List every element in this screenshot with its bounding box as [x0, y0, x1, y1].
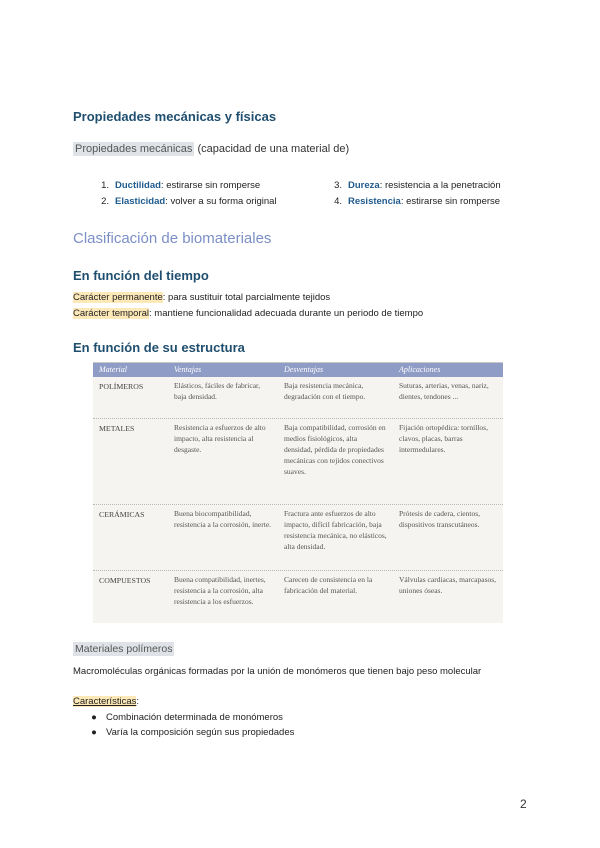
list-number: 1. [101, 180, 109, 191]
table-row [93, 377, 503, 419]
bullet-icon: ● [91, 727, 97, 738]
table-cell: CERÁMICAS [99, 510, 145, 519]
list-item [89, 196, 277, 212]
property-desc: : volver a su forma original [165, 196, 277, 207]
table-cell: Buena biocompatibilidad, resistencia a la corrosión, inerte. [174, 509, 272, 529]
list-item [322, 180, 501, 196]
list-number: 3. [334, 180, 342, 191]
list-item-text: Combinación determinada de monómeros [106, 712, 283, 723]
term-desc: : para sustituir total parcialmente tejidos [162, 292, 331, 303]
characteristics-heading [73, 696, 139, 707]
list-number: 4. [334, 196, 342, 207]
table-cell: Fijación ortopédica: tornillos, clavos, placas, barras intermedulares. [399, 423, 488, 454]
header-disadvantages: Desventajas [284, 365, 324, 374]
table-cell: POLÍMEROS [99, 382, 144, 391]
term-highlight: Carácter temporal [73, 308, 150, 319]
term-highlight: Carácter permanente [73, 292, 163, 303]
table-header [93, 363, 503, 377]
subsection-description: (capacidad de una material de) [194, 143, 350, 155]
table-cell: Suturas, arterias, venas, nariz, dientes, tendones ... [399, 381, 489, 401]
section-heading-properties: Propiedades mecánicas y físicas [73, 109, 277, 124]
polymers-label: Materiales polímeros [75, 643, 173, 655]
polymers-label-wrap [73, 643, 174, 655]
table-cell: Prótesis de cadera, cientos, dispositivos transcutáneos. [399, 509, 481, 529]
header-advantages: Ventajas [174, 365, 202, 374]
characteristics-list [82, 712, 294, 742]
table-cell: Buena compatibilidad, inertes, resistencia a la corrosión, alta resistencia a los esfuerzos. [174, 575, 266, 606]
list-item [89, 180, 277, 196]
subsection-label: Propiedades mecánicas [75, 143, 193, 155]
header-applications: Aplicaciones [399, 365, 441, 374]
list-item [82, 727, 294, 742]
property-desc: : estirarse sin romperse [400, 196, 501, 207]
page-number: 2 [520, 797, 527, 811]
section-heading-classification: Clasificación de biomateriales [73, 230, 272, 247]
table-cell: Elásticos, fáciles de fabricar, baja densidad. [174, 381, 261, 401]
table-row [93, 505, 503, 571]
time-item-temporal [73, 308, 423, 319]
bullet-icon: ● [91, 712, 97, 723]
table-cell: Resistencia a esfuerzos de alto impacto, alta resistencia al desgaste. [174, 423, 266, 454]
table-cell: Carecen de consistencia en la fabricación del material. [284, 575, 373, 595]
table-cell: COMPUESTOS [99, 576, 151, 585]
table-cell: METALES [99, 424, 135, 433]
header-material: Material [99, 365, 127, 374]
table-cell: Válvulas cardiacas, marcapasos, uniones óseas. [399, 575, 497, 595]
list-item-text: Varía la composición según sus propiedades [106, 727, 295, 738]
subsection-mechanical-properties [73, 143, 349, 155]
table-cell: Baja compatibilidad, corrosión en medios fisiológicos, alta densidad, pérdida de propiedades mecánicas con tejidos conectivos suaves. [284, 423, 386, 476]
polymers-description: Macromoléculas orgánicas formadas por la unión de monómeros que tienen bajo peso molecular [73, 666, 482, 677]
subheading-structure: En función de su estructura [73, 340, 245, 355]
table-cell: Baja resistencia mecánica, degradación con el tiempo. [284, 381, 366, 401]
list-number: 2. [101, 196, 109, 207]
property-desc: : estirarse sin romperse [160, 180, 261, 191]
properties-list-right [322, 180, 501, 212]
property-term: Resistencia [348, 196, 401, 207]
term-desc: : mantiene funcionalidad adecuada durante un periodo de tiempo [149, 308, 424, 319]
table-row [93, 419, 503, 505]
materials-table [93, 362, 503, 623]
table-cell: Fractura ante esfuerzos de alto impacto, difícil fabricación, baja resistencia mecánica, no elásticos, alta densidad. [284, 509, 387, 551]
characteristics-label: Características [73, 696, 137, 707]
characteristics-colon: : [136, 696, 139, 707]
table-row [93, 571, 503, 621]
property-desc: : resistencia a la penetración [379, 180, 501, 191]
list-item [82, 712, 294, 727]
list-item [322, 196, 501, 212]
properties-list-left [89, 180, 277, 212]
subheading-time: En función del tiempo [73, 268, 209, 283]
property-term: Dureza [348, 180, 380, 191]
property-term: Ductilidad [115, 180, 161, 191]
property-term: Elasticidad [115, 196, 166, 207]
time-item-permanent [73, 292, 330, 303]
